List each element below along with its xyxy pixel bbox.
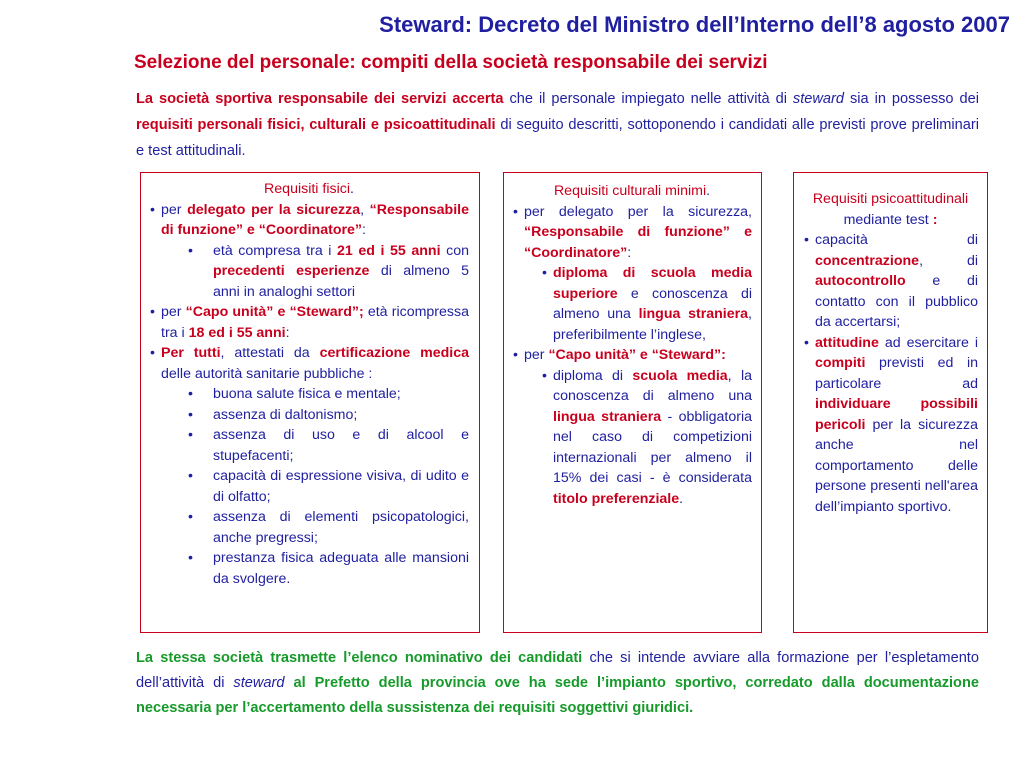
list-item: • capacità di espressione visiva, di udito e di olfatto; — [161, 466, 469, 507]
cultural-requirements-heading: Requisiti culturali minimi. — [553, 183, 711, 199]
list-item: • per “Capo unità” e “Steward”; età ricompressa tra i 18 ed i 55 anni: — [149, 302, 469, 343]
slide-subtitle: Selezione del personale: compiti della società responsabile dei servizi — [134, 52, 768, 73]
cultural-requirements-box — [503, 172, 762, 633]
list-item: • per delegato per la sicurezza, “Responsabile di funzione” e “Coordinatore”: • diploma di scuola media superiore e conoscenza di almeno una lingua straniera, preferibilmente l’inglese, — [512, 202, 752, 346]
psychological-requirements-subheading: mediante test : — [843, 211, 938, 228]
physical-requirements-box — [140, 172, 480, 633]
physical-requirements-heading: Requisiti fisici. — [264, 181, 354, 197]
list-item: • età compresa tra i 21 ed i 55 anni con precedenti esperienze di almeno 5 anni in analoghi settori — [161, 241, 469, 303]
list-item: • diploma di scuola media superiore e conoscenza di almeno una lingua straniera, preferibilmente l’inglese, — [524, 263, 752, 345]
slide-title: Steward: Decreto del Ministro dell’Interno dell’8 agosto 2007 — [379, 12, 1010, 37]
list-item: • per delegato per la sicurezza, “Responsabile di funzione” e “Coordinatore”: • età compresa tra i 21 ed i 55 anni con precedenti esperienze di almeno 5 anni in analoghi settori — [149, 200, 469, 303]
list-item: • attitudine ad esercitare i compiti previsti ed in particolare ad individuare possibili pericoli per la sicurezza anche nel comportamento delle persone presenti nell'area dell’impianto sportivo. — [803, 333, 978, 518]
list-item: • capacità di concentrazione, di autocontrollo e di contatto con il pubblico da accertarsi; — [803, 230, 978, 333]
list-item: • prestanza fisica adeguata alle mansioni da svolgere. — [161, 548, 469, 589]
list-item: • per “Capo unità” e “Steward”: • diploma di scuola media, la conoscenza di almeno una lingua straniera - obbligatoria nel caso di competizioni internazionali per almeno il 15% dei casi - è considerata titolo preferenziale. — [512, 345, 752, 509]
list-item: • diploma di scuola media, la conoscenza di almeno una lingua straniera - obbligatoria nel caso di competizioni internazionali per almeno il 15% dei casi - è considerata titolo preferenziale. — [524, 366, 752, 510]
psychological-requirements-box — [793, 172, 988, 633]
list-item: • assenza di uso e di alcool e stupefacenti; — [161, 425, 469, 466]
list-item: • assenza di elementi psicopatologici, anche pregressi; — [161, 507, 469, 548]
list-item: • buona salute fisica e mentale; — [161, 384, 469, 405]
closing-paragraph: La stessa società trasmette l’elenco nominativo dei candidati che si intende avviare alla formazione per l’espletamento dell’attività di steward al Prefetto della provincia ove ha sede l’impianto sportivo, corredato dalla documentazione necessaria per l’accertamento della sussistenza dei requisiti soggettivi giuridici. — [136, 650, 979, 716]
psychological-requirements-heading: Requisiti psicoattitudinali — [812, 191, 969, 207]
intro-paragraph: La società sportiva responsabile dei servizi accerta che il personale impiegato nelle attività di steward sia in possesso dei requisiti personali fisici, culturali e psicoattitudinali di seguito descritti, sottoponendo i candidati alle previsti prove preliminari e test attitudinali. — [136, 91, 979, 159]
list-item: • assenza di daltonismo; — [161, 405, 469, 426]
list-item: • Per tutti, attestati da certificazione medica delle autorità sanitarie pubbliche : • buona salute fisica e mentale; • assenza di daltonismo; • assenza di uso e di alcool e stupefacenti; • capacità di espressione visiva, di udito e di olfatto; • assenza di elementi psicopatologici, anche pregressi; • prestanza fisica adeguata alle mansioni da svolgere. — [149, 343, 469, 589]
